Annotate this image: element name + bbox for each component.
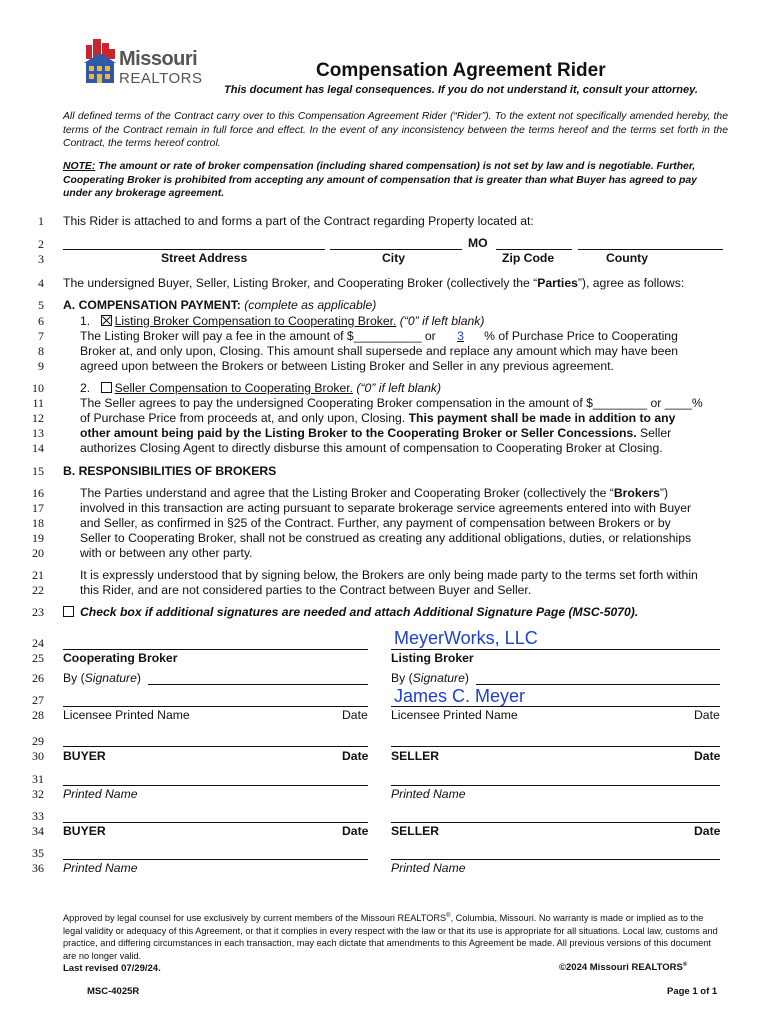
parties-text-a: The undersigned Buyer, Seller, Listing Broker, and Cooperating Broker (collectively the “ [63, 276, 538, 290]
line-number: 12 [32, 411, 44, 425]
line-number: 15 [32, 464, 44, 478]
item-1-line-9: agreed upon between the Brokers or between Listing Broker and Seller in any previous agreement. [80, 359, 614, 373]
city-label: City [382, 251, 406, 265]
listing-broker-label: Listing Broker [391, 651, 474, 665]
footer-copyright [559, 962, 687, 973]
by-a: By ( [391, 671, 413, 685]
item-2-line-12b: This payment shall be made in addition to any [408, 411, 676, 425]
seller-2-signature-field[interactable] [391, 822, 720, 823]
item-1-fee-text: The Listing Broker will pay a fee in the amount of $__________ or [80, 329, 440, 343]
listing-licensee-label: Licensee Printed Name [391, 708, 518, 722]
copyright-text: ©2024 Missouri REALTORS [559, 962, 683, 974]
line-number: 27 [32, 693, 44, 707]
buyer-1-printed-name-field[interactable] [63, 785, 368, 786]
county-label: County [606, 251, 648, 265]
street-address-label: Street Address [161, 251, 248, 265]
copyright-reg: ® [682, 962, 688, 968]
item-1-title: Listing Broker Compensation to Cooperating Broker. [114, 314, 397, 328]
by-c: ) [136, 671, 141, 685]
registered-mark: ® [446, 913, 451, 919]
by-c: ) [464, 671, 469, 685]
line-1-text: This Rider is attached to and forms a part of the Contract regarding Property located at: [63, 214, 534, 228]
footer-page-number: Page 1 of 1 [667, 986, 718, 997]
cooperating-broker-label: Cooperating Broker [63, 651, 178, 665]
item-2-number: 2. [80, 381, 91, 395]
listing-broker-comp-checkbox[interactable] [101, 315, 112, 326]
note-text: The amount or rate of broker compensation (including shared compensation) is not set by law and is negotiable. Further, Cooperating Broker is prohibited from accepting any amount of compensation that is greater than what Buyer has agreed to pay under any brokerage agreement. [63, 161, 697, 199]
zip-code-field[interactable] [496, 249, 572, 250]
line-number: 22 [32, 583, 44, 597]
line-number: 30 [32, 749, 44, 763]
section-a-heading [63, 298, 376, 313]
state-label: MO [468, 236, 488, 250]
footer-form-number: MSC-4025R [87, 986, 140, 997]
seller-comp-checkbox[interactable] [101, 382, 112, 393]
listing-licensee-name-value: James C. Meyer [394, 686, 526, 706]
line-number: 24 [32, 636, 44, 650]
by-b: Signature [84, 671, 137, 685]
disclaimer-a: Approved by legal counsel for use exclusively by current members of the Missouri REALTORS [63, 913, 447, 924]
coop-by-signature-label [63, 671, 141, 686]
seller-1-signature-field[interactable] [391, 746, 720, 747]
line-number: 17 [32, 501, 44, 515]
missouri-realtors-logo [83, 37, 208, 89]
section-b-line-21: It is expressly understood that by signing below, the Brokers are only being made party to the terms set forth within [80, 568, 698, 582]
parties-text-c: ”), agree as follows: [577, 276, 685, 290]
item-1-note: (“0” if left blank) [396, 314, 485, 328]
line-number: 11 [32, 396, 44, 410]
buyer-2-label: BUYER [63, 824, 106, 838]
buyer-2-date-label: Date [342, 824, 369, 838]
line-number: 3 [38, 252, 44, 266]
line-number: 6 [38, 314, 44, 328]
parties-statement [63, 276, 684, 291]
section-b-line-22: this Rider, and are not considered parties to the Contract between Buyer and Seller. [80, 583, 532, 597]
line-number: 28 [32, 708, 44, 722]
by-b: Signature [412, 671, 465, 685]
line-number: 5 [38, 298, 44, 312]
buyer-1-date-label: Date [342, 749, 369, 763]
line-number: 1 [38, 214, 44, 228]
line-number: 16 [32, 486, 44, 500]
buyer-1-label: BUYER [63, 749, 106, 763]
additional-signatures-checkbox[interactable] [63, 606, 74, 617]
logo-missouri: Missouri [119, 48, 198, 70]
section-b-heading: B. RESPONSIBILITIES OF BROKERS [63, 464, 277, 478]
item-1-heading [80, 314, 484, 329]
item-2-line-13a: other amount being paid by the Listing Broker to the Cooperating Broker or Seller Concessions. [80, 426, 637, 440]
section-a-paren: (complete as applicable) [240, 298, 377, 312]
additional-signatures-row [63, 605, 638, 620]
additional-signatures-text: Check box if additional signatures are needed and attach Additional Signature Page (MSC-5070). [80, 605, 639, 619]
seller-1-date-label: Date [694, 749, 721, 763]
line-number: 4 [38, 276, 44, 290]
line-number: 32 [32, 787, 44, 801]
footer-disclaimer [63, 910, 725, 962]
item-2-title: Seller Compensation to Cooperating Broker. [114, 381, 354, 395]
line-number: 14 [32, 441, 44, 455]
coop-licensee-date-label: Date [342, 708, 368, 722]
line-number: 34 [32, 824, 44, 838]
zip-code-label: Zip Code [502, 251, 555, 265]
cooperating-broker-field[interactable] [63, 649, 368, 650]
coop-licensee-field[interactable] [63, 706, 368, 707]
seller-2-label: SELLER [391, 824, 440, 838]
line-number: 20 [32, 546, 44, 560]
percent-value: 3 [457, 329, 464, 343]
item-2-heading [80, 381, 441, 396]
buyer-1-signature-field[interactable] [63, 746, 368, 747]
note-label: NOTE: [63, 161, 96, 172]
page-title: Compensation Agreement Rider [316, 60, 606, 81]
note-paragraph [63, 160, 728, 201]
section-a-label: A. COMPENSATION PAYMENT: [63, 298, 241, 312]
coop-signature-field[interactable] [148, 684, 368, 685]
item-1-line-8: Broker at, and only upon, Closing. This amount shall supersede and replace any amount which may have been [80, 344, 678, 358]
item-2-line-11: The Seller agrees to pay the undersigned Cooperating Broker compensation in the amount of $________ or ____% [80, 396, 703, 410]
section-b-line-20: with or between any other party. [80, 546, 253, 560]
section-b-line-17: involved in this transaction are acting pursuant to separate brokerage service agreements entered into with Buyer [80, 501, 692, 515]
item-2-note: (“0” if left blank) [353, 381, 442, 395]
item-1-number: 1. [80, 314, 91, 328]
buyer-2-printed-name-label: Printed Name [63, 861, 138, 875]
percent-field[interactable] [439, 329, 484, 344]
brokers-text-c: ”) [659, 486, 669, 500]
line-number: 9 [38, 359, 44, 373]
line-number: 18 [32, 516, 44, 530]
line-number: 26 [32, 671, 44, 685]
item-2-line-12a: of Purchase Price from proceeds at, and only upon, Closing. [80, 411, 409, 425]
line-number: 13 [32, 426, 44, 440]
parties-term: Parties [537, 276, 578, 290]
coop-licensee-label: Licensee Printed Name [63, 708, 190, 722]
line-number: 21 [32, 568, 44, 582]
seller-1-printed-name-field[interactable] [391, 785, 720, 786]
county-field[interactable] [578, 249, 723, 250]
section-b-line-19: Seller to Cooperating Broker, shall not be construed as creating any additional obligations, duties, or relationships [80, 531, 692, 545]
line-number: 33 [32, 809, 44, 823]
listing-licensee-date-label: Date [694, 708, 720, 722]
line-number: 31 [32, 772, 44, 786]
line-number: 19 [32, 531, 44, 545]
disclaimer-b: , Columbia, Missouri. No warranty is made or implied as to the legal validity or adequacy of this Agreement, or that it complies in every respect with the law or that its use is appropriate for all situations. Local law, customs and practice, and differing circumstances in each transaction, may each dictate that amendments to this Agreement be made. All previous versions of this document are no longer valid. [63, 913, 718, 961]
seller-2-printed-name-label: Printed Name [391, 861, 466, 875]
seller-2-printed-name-field[interactable] [391, 859, 720, 860]
footer-last-revised: Last revised 07/29/24. [63, 963, 161, 974]
seller-2-date-label: Date [694, 824, 721, 838]
line-number: 7 [38, 329, 44, 343]
seller-1-label: SELLER [391, 749, 440, 763]
logo-realtors: REALTORS [119, 70, 203, 87]
item-2-line-14: authorizes Closing Agent to directly disburse this amount of compensation to Cooperating Broker at Closing. [80, 441, 663, 455]
line-number: 25 [32, 651, 44, 665]
line-number: 29 [32, 734, 44, 748]
line-number: 10 [32, 381, 44, 395]
item-2-line-13 [80, 426, 671, 441]
section-b-line-18: and Seller, as confirmed in §25 of the Contract. Further, any payment of compensation between Brokers or by [80, 516, 671, 530]
city-field[interactable] [330, 249, 462, 250]
brokers-text-a: The Parties understand and agree that the Listing Broker and Cooperating Broker (collectively the “ [80, 486, 614, 500]
listing-broker-field[interactable] [391, 649, 720, 650]
buyer-2-signature-field[interactable] [63, 822, 368, 823]
section-b-line-16 [80, 486, 668, 501]
buyer-2-printed-name-field[interactable] [63, 859, 368, 860]
item-2-line-13b: Seller [636, 426, 672, 440]
line-number: 8 [38, 344, 44, 358]
line-number: 23 [32, 605, 44, 619]
intro-paragraph: All defined terms of the Contract carry over to this Compensation Agreement Rider (“Rider”). To the extent not specifically amended hereby, the terms of the Contract remain in full force and effect. In the event of any inconsistency between the terms hereof and the terms set forth in the Contract, the terms hereof control. [63, 111, 728, 149]
brokers-term: Brokers [613, 486, 660, 500]
line-number: 35 [32, 846, 44, 860]
line-number: 2 [38, 237, 44, 251]
listing-signature-field[interactable] [476, 684, 720, 685]
item-1-percent-text: % of Purchase Price to Cooperating [484, 329, 678, 343]
house-logo-icon [83, 37, 117, 87]
item-1-line-7 [80, 329, 725, 344]
listing-licensee-field[interactable] [391, 706, 720, 707]
street-address-field[interactable] [63, 249, 325, 250]
item-2-line-12 [80, 411, 675, 426]
seller-1-printed-name-label: Printed Name [391, 787, 466, 801]
listing-by-signature-label [391, 671, 469, 686]
listing-broker-name-value: MeyerWorks, LLC [394, 628, 538, 648]
buyer-1-printed-name-label: Printed Name [63, 787, 138, 801]
by-a: By ( [63, 671, 85, 685]
line-number: 36 [32, 861, 44, 875]
page-subtitle: This document has legal consequences. If you do not understand it, consult your attorney. [224, 84, 698, 96]
